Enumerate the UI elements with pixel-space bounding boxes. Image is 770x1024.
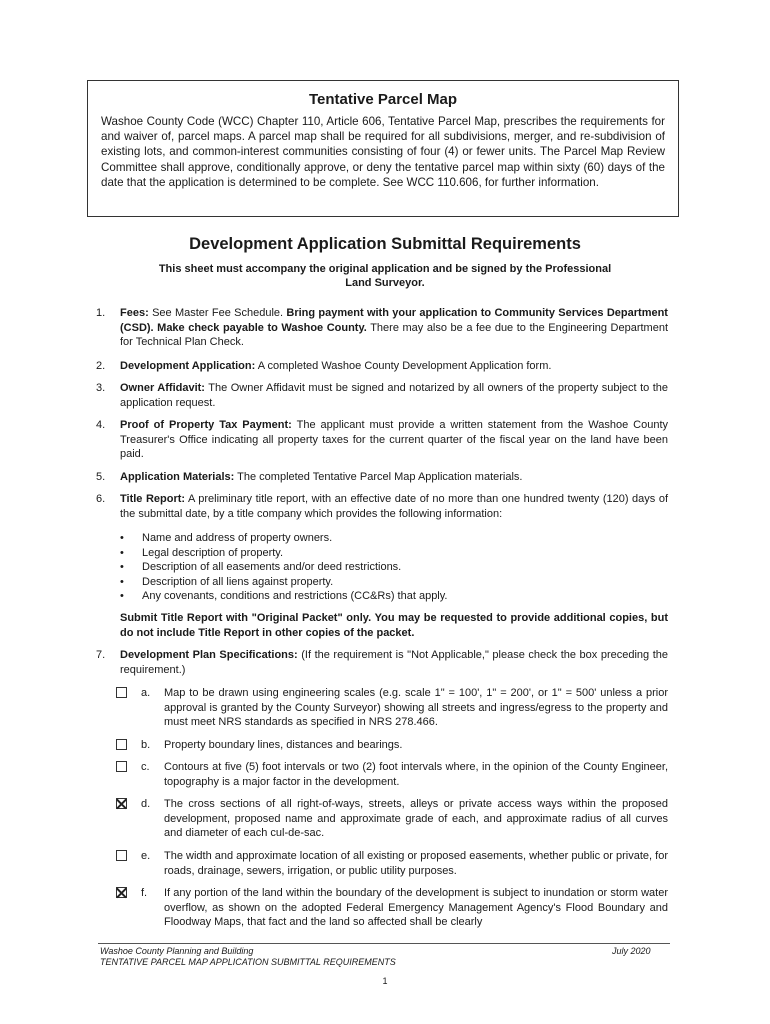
item-number: 4. xyxy=(96,419,106,431)
spec-letter: e. xyxy=(141,850,151,862)
item-number: 5. xyxy=(96,471,106,483)
item-text: The completed Tentative Parcel Map Application materials. xyxy=(237,471,523,483)
plan-spec-item xyxy=(116,797,668,841)
spec-text: The width and approximate location of all existing or proposed easements, whether public or private, for roads, drainage, sewers, irrigation, or public utility purposes. xyxy=(164,850,668,877)
requirement-item xyxy=(96,418,668,462)
item-text: See Master Fee Schedule. xyxy=(152,307,284,319)
item-label: Title Report: xyxy=(120,493,186,505)
item-text: (If the requirement is "Not Applicable," please check the box preceding the requirement.) xyxy=(120,649,668,676)
footer-divider xyxy=(98,943,670,944)
item-label: Development Application: xyxy=(120,360,256,372)
intro-box xyxy=(87,80,679,217)
list-item: • Legal description of property. xyxy=(120,546,284,559)
spec-letter: b. xyxy=(141,739,151,751)
plan-spec-item xyxy=(116,686,668,730)
item-label: Proof of Property Tax Payment: xyxy=(120,419,292,431)
intro-title: Tentative Parcel Map xyxy=(308,91,458,108)
requirement-item xyxy=(96,470,668,485)
requirement-item xyxy=(96,648,668,677)
plan-spec-item xyxy=(116,738,668,753)
list-item: • Description of all liens against property. xyxy=(120,575,334,588)
item-number: 6. xyxy=(96,493,106,505)
requirement-item xyxy=(96,359,668,374)
checked-checkbox[interactable] xyxy=(116,798,127,809)
item-label: Development Plan Specifications: xyxy=(120,649,298,661)
page-heading: Development Application Submittal Requirements xyxy=(189,235,581,253)
list-item: • Any covenants, conditions and restrictions (CC&Rs) that apply. xyxy=(120,590,448,603)
not-applicable-checkbox[interactable] xyxy=(116,761,127,772)
plan-spec-item xyxy=(116,886,668,930)
spec-text: The cross sections of all right-of-ways, streets, alleys or private access ways within the proposed development, proposed name and approximate grade of each, and approximate radius of all curves and diameter of each cul-de-sac. xyxy=(164,798,668,839)
item-label: Owner Affidavit: xyxy=(120,382,205,394)
footer-date: July 2020 xyxy=(612,946,651,956)
not-applicable-checkbox[interactable] xyxy=(116,850,127,861)
not-applicable-checkbox[interactable] xyxy=(116,739,127,750)
plan-spec-item xyxy=(116,760,668,789)
requirement-item xyxy=(96,492,668,521)
page-subheading: This sheet must accompany the original application and be signed by the Professional Land Surveyor. xyxy=(158,263,612,289)
intro-body: Washoe County Code (WCC) Chapter 110, Article 606, Tentative Parcel Map, prescribes the requirements for and waiver of, parcel maps. A parcel map shall be required for all subdivisions, merger, and re-subdivision of existing lots, and common-interest communities consisting of four (4) or fewer units. The Parcel Map Review Committee shall approve, conditionally approve, or deny the tentative parcel map within sixty (60) days of the date that the application is determined to be complete. See WCC 110.606, for further information. xyxy=(101,115,665,189)
item-number: 7. xyxy=(96,649,106,661)
requirement-item xyxy=(96,306,668,350)
page-number: 1 xyxy=(382,976,388,986)
item-text: The Owner Affidavit must be signed and notarized by all owners of the property subject to the application request. xyxy=(120,382,669,409)
item-number: 2. xyxy=(96,360,106,372)
footer-document-title: TENTATIVE PARCEL MAP APPLICATION SUBMITTAL REQUIREMENTS xyxy=(100,957,396,967)
item-text: The applicant must provide a written statement from the Washoe County Treasurer's Office indicating all property taxes for the current quarter of the fiscal year on the land have been paid. xyxy=(120,419,669,460)
footer-department: Washoe County Planning and Building xyxy=(100,946,254,956)
list-item: • Name and address of property owners. xyxy=(120,532,333,544)
title-report-note: Submit Title Report with "Original Packet" only. You may be requested to provide additional copies, but do not include Title Report in other copies of the packet. xyxy=(120,612,668,639)
item-label: Fees: xyxy=(120,307,149,319)
spec-text: Map to be drawn using engineering scales (e.g. scale 1" = 100', 1" = 200', or 1" = 500' unless a prior approval is granted by the County Surveyor) showing all streets and ingress/egress to the property and must meet NRS standards as specified in NRS 278.466. xyxy=(164,687,668,728)
plan-spec-item xyxy=(116,849,668,878)
item-text: A preliminary title report, with an effective date of no more than one hundred twenty (120) days of the submittal date, by a title company which provides the following information: xyxy=(120,493,669,520)
checked-checkbox[interactable] xyxy=(116,887,127,898)
footer-left xyxy=(100,946,396,968)
item-number: 1. xyxy=(96,307,106,319)
spec-text: Contours at five (5) foot intervals or two (2) foot intervals where, in the opinion of the County Engineer, topography is a major factor in the development. xyxy=(164,761,668,788)
not-applicable-checkbox[interactable] xyxy=(116,687,127,698)
spec-text: Property boundary lines, distances and bearings. xyxy=(164,739,403,751)
requirement-item xyxy=(96,381,668,410)
title-report-bullets xyxy=(120,531,448,604)
item-text: A completed Washoe County Development Application form. xyxy=(257,360,552,372)
spec-letter: f. xyxy=(141,887,148,899)
item-tail: There may also be a fee due to the Engineering Department for Technical Plan Check. xyxy=(120,321,669,348)
spec-letter: a. xyxy=(141,687,151,699)
spec-letter: d. xyxy=(141,798,151,810)
item-number: 3. xyxy=(96,382,106,394)
item-label: Application Materials: xyxy=(120,471,235,483)
spec-letter: c. xyxy=(141,761,150,773)
list-item: • Description of all easements and/or deed restrictions. xyxy=(120,561,402,574)
item-bold-text: Bring payment with your application to Community Services Department (CSD). Make check payable to Washoe County. xyxy=(120,307,668,334)
spec-text: If any portion of the land within the boundary of the development is subject to inundation or storm water overflow, as shown on the adopted Federal Emergency Management Agency's Flood Boundary and Floodway Maps, that fact and the land so affected shall be clearly xyxy=(164,887,668,928)
